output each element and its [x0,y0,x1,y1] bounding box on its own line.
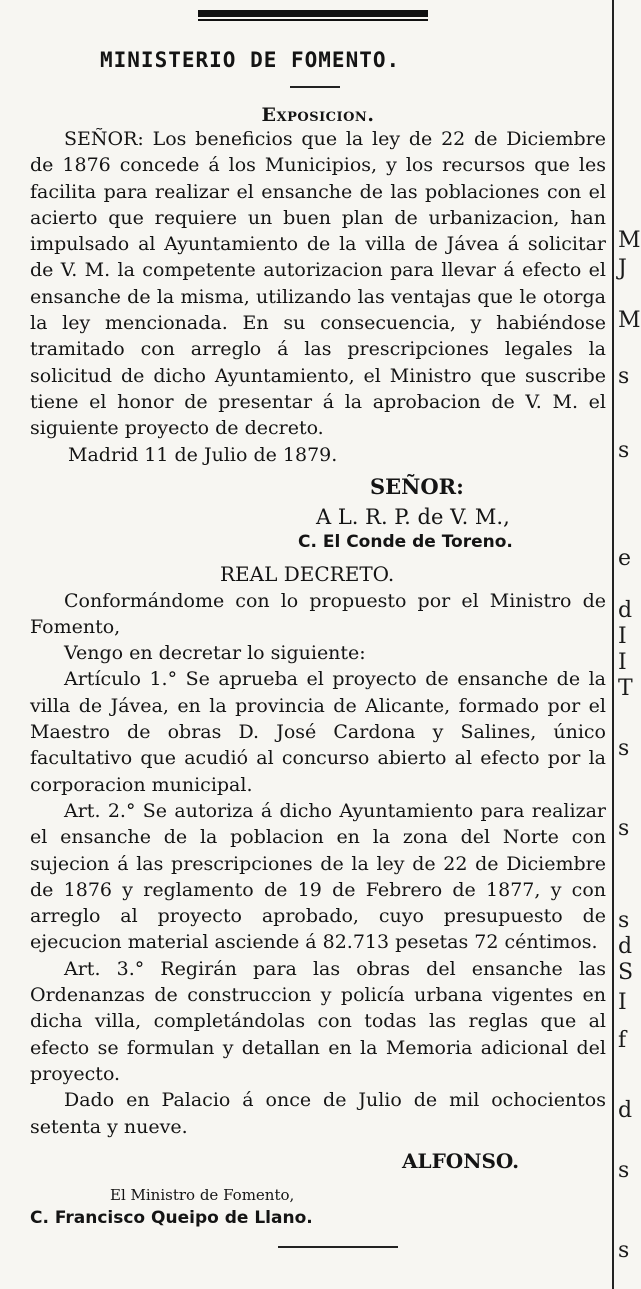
decreto-intro: Conformándome con lo propuesto por el Ministro de Fomento, [30,589,606,638]
salutation: SEÑOR: [370,473,464,499]
article-1: Artículo 1.° Se aprueba el proyecto de ensanche de la villa de Jávea, en la provincia de Alicante, formado por el Maestro de obras D. José Cardona y Salines, único facultativo que acudió al concurso abierto al efecto por la corporacion municipal. [30,668,606,796]
top-thick-rule [198,10,428,17]
neighbor-column-fragment: M [618,228,641,253]
neighbor-column-fragment: T [618,676,633,701]
neighbor-column-fragment: d [618,934,633,959]
decreto-heading: REAL DECRETO. [220,561,395,586]
neighbor-column-fragment: f [618,1028,627,1053]
neighbor-column-fragment: s [618,1238,630,1263]
neighbor-column-fragment: J [618,256,627,281]
neighbor-column-fragment: I [618,624,627,649]
neighbor-column-fragment: d [618,598,633,623]
exposicion-date: Madrid 11 de Julio de 1879. [68,443,338,466]
minister-label: El Ministro de Fomento, [110,1185,295,1204]
neighbor-column-fragment: I [618,990,627,1015]
column-divider [612,0,614,1289]
neighbor-column-fragment: s [618,364,630,389]
courtesy-formula: A L. R. P. de V. M., [316,504,510,529]
article-column [30,40,606,1248]
dado-en-palacio: Dado en Palacio á once de Julio de mil ochocientos setenta y nueve. [30,1089,606,1138]
neighbor-column-fragment: s [618,1158,630,1183]
neighbor-column-fragment: d [618,1098,633,1123]
neighbor-column-fragment: s [618,438,630,463]
decreto-vengo: Vengo en decretar lo siguiente: [64,642,366,665]
article-2: Art. 2.° Se autoriza á dicho Ayuntamiento para realizar el ensanche de la poblacion en la zona del Norte con sujecion á las prescripciones de la ley de 22 de Diciembre de 1876 y reglamento de 19 de Febrero de 1877, y con arreglo al proyecto aprobado, cuyo presupuesto de ejecucion material asciende á 82.713 pesetas 72 céntimos. [30,799,606,954]
neighbor-column-fragment: I [618,650,627,675]
minister-name: C. Francisco Queipo de Llano. [30,1207,313,1228]
neighbor-column-fragment: s [618,736,630,761]
neighbor-column-fragment: S [618,960,634,985]
exposicion-signatory: C. El Conde de Toreno. [298,531,513,552]
closing-rule [278,1246,398,1248]
neighbor-column-fragment: s [618,908,630,933]
neighbor-column-fragment: M [618,308,641,333]
article-3: Art. 3.° Regirán para las obras del ensanche las Ordenanzas de construccion y policía urbana vigentes en dicha villa, completándolas con todas las reglas que al efecto se formulan y detallan en la Memoria adicional del proyecto. [30,957,606,1085]
ministry-heading: MINISTERIO DE FOMENTO. [100,48,401,72]
neighbor-column-fragment: s [618,816,630,841]
exposicion-body: SEÑOR: Los beneficios que la ley de 22 de Diciembre de 1876 concede á los Municipios, y los recursos que les facilita para realizar el ensanche de las poblaciones con el acierto que requiere un buen plan de urbanizacion, han impulsado al Ayuntamiento de la villa de Jávea á solicitar de V. M. la competente autorizacion para llevar á efecto el ensanche de la misma, utilizando las ventajas que le otorga la ley mencionada. En su consecuencia, y habiéndose tramitado con arreglo á las prescripciones legales la solicitud de dicho Ayuntamiento, el Ministro que suscribe tiene el honor de presentar á la aprobacion de V. M. el siguiente proyecto de decreto. [30,128,606,440]
top-thin-rule [198,19,428,21]
neighbor-column-fragment: e [618,546,632,571]
king-signature: ALFONSO. [402,1148,520,1173]
heading-rule [290,86,340,88]
exposicion-heading: Exposicion. [261,104,375,126]
